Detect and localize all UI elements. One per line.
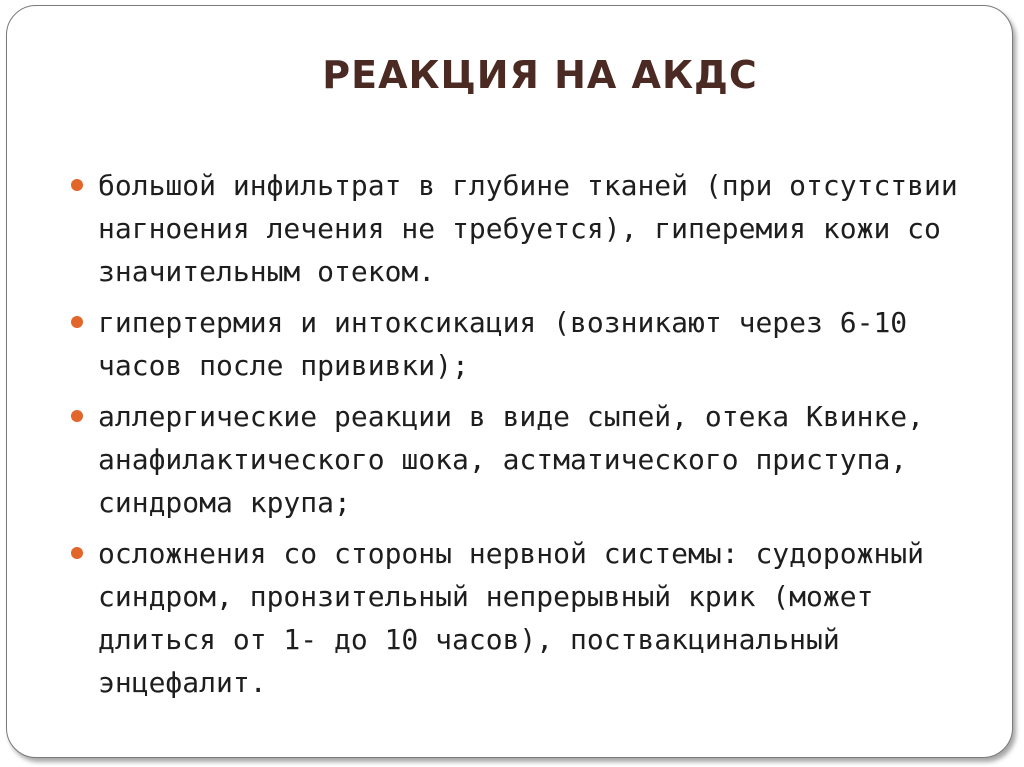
bullet-text-3: аллергические реакции в виде сыпей, отека Квинке, анафилактического шока, астматического приступа, синдрома крупа; (98, 400, 925, 519)
bullet-text-2: гипертермия и интоксикация (возникают через 6-10 часов после прививки); (98, 306, 908, 382)
bullet-dot-icon (71, 179, 83, 191)
bullet-item-1 (68, 164, 968, 293)
bullet-text-1: большой инфильтрат в глубине тканей (при отсутствии нагноения лечения не требуется), гиперемия кожи со значительным отеком. (98, 169, 958, 288)
bullet-list (68, 164, 968, 712)
bullet-item-2 (68, 301, 968, 387)
bullet-dot-icon (71, 410, 83, 422)
bullet-dot-icon (71, 316, 83, 328)
bullet-text-4: осложнения со стороны нервной системы: судорожный синдром, пронзительный непрерывный крик (может длиться от 1- до 10 часов), поствакцинальный энцефалит. (98, 537, 925, 699)
bullet-item-4 (68, 532, 968, 704)
bullet-dot-icon (71, 547, 83, 559)
slide-title: РЕАКЦИЯ НА АКДС (322, 53, 758, 97)
bullet-item-3 (68, 395, 968, 524)
